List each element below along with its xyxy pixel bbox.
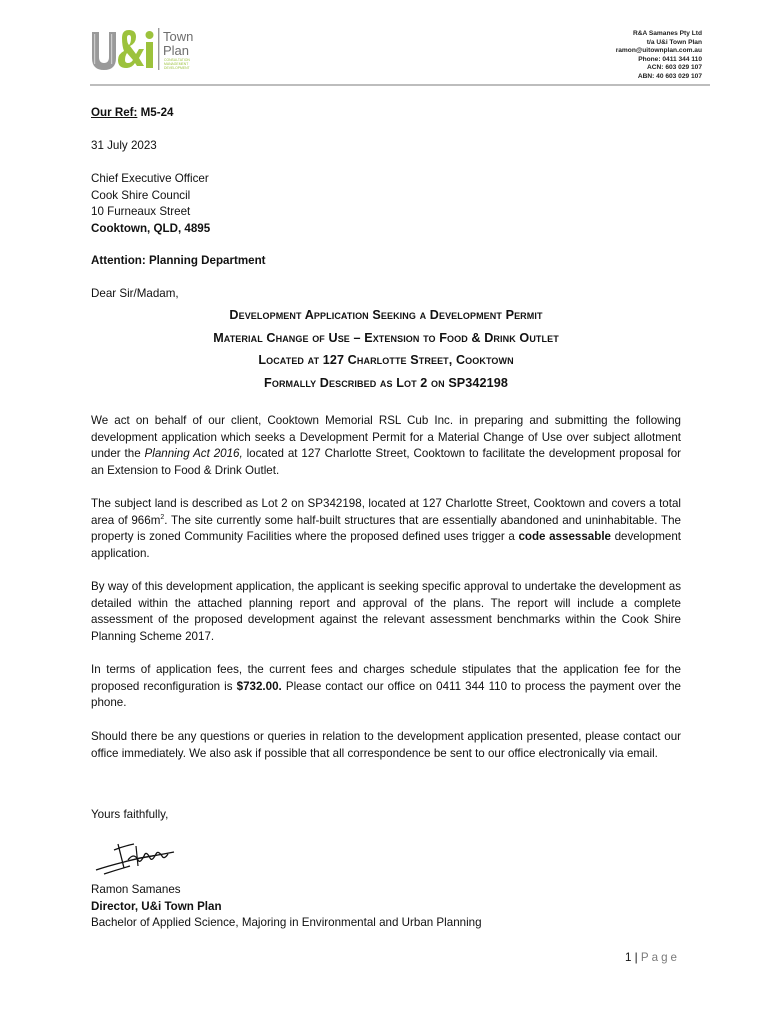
header-divider xyxy=(90,84,710,86)
recipient-line-2: Cook Shire Council xyxy=(91,188,191,202)
para1-text-a: We act on behalf of our client, Cooktown Memorial RSL Cub Inc. in preparing and submitting the following development application which seeks a Development Permit for a Material Change of Use over subject allotment under the xyxy=(91,414,681,460)
para4-text-a: In terms of application fees, the current fees and charges schedule stipulates that the application fee for the proposed reconfiguration is xyxy=(91,663,681,693)
paragraph-approval: By way of this development application, the applicant is seeking specific approval to undertake the development as detailed within the attached planning report and approval of the plans. The report will include a complete assessment of the proposed development against the relevant assessment benchmarks within the Cook Shire Planning Scheme 2017. xyxy=(91,580,681,643)
paragraph-contact: Should there be any questions or queries in relation to the development application presented, please contact our office immediately. We also ask if possible that all correspondence be sent to our office electronically via email. xyxy=(91,730,681,760)
para1-act-name: Planning Act 2016, xyxy=(144,447,243,460)
signer-title: Director, U&i Town Plan xyxy=(91,899,222,913)
company-abn: ABN: 40 603 029 107 xyxy=(637,72,702,80)
closing-line: Yours faithfully, xyxy=(91,808,169,821)
handwritten-signature xyxy=(94,836,178,878)
logo-tagline-1: CONSULTATION xyxy=(164,58,190,62)
logo-plan-text: Plan xyxy=(163,43,190,58)
signer-name: Ramon Samanes xyxy=(91,883,181,896)
logo-town-text: Town xyxy=(163,29,194,44)
company-phone: Phone: 0411 344 110 xyxy=(638,55,702,63)
paragraph-intro xyxy=(91,413,681,479)
application-fee: $732.00. xyxy=(236,679,282,693)
recipient-line-3: 10 Furneaux Street xyxy=(91,205,191,218)
title-line-4-text: Formally Described as Lot 2 on xyxy=(264,375,449,390)
title-line-4 xyxy=(91,372,681,395)
attention-line: Attention: Planning Department xyxy=(91,254,266,267)
title-line-1: Development Application Seeking a Development Permit xyxy=(229,308,543,322)
para2-superscript: 2 xyxy=(160,513,165,521)
para2-text-b: . The site currently some half-built structures that are essentially abandoned and uninhabitable. The property is zoned Community Facilities where the proposed defined uses trigger a xyxy=(91,513,681,543)
reference-line xyxy=(91,105,681,122)
page-number-separator: | xyxy=(631,951,641,964)
signer-block xyxy=(91,882,681,932)
logo-tagline-2: MANAGEMENT xyxy=(164,62,189,66)
page-number xyxy=(625,951,680,964)
paragraph-subject-land xyxy=(91,496,681,562)
letter-title xyxy=(91,304,681,394)
title-line-2: Material Change of Use – Extension to Food & Drink Outlet xyxy=(213,330,559,345)
paragraph-fees xyxy=(91,662,681,712)
recipient-line-4: Cooktown, QLD, 4895 xyxy=(91,221,211,235)
para2-text-c: development application. xyxy=(91,530,681,560)
company-logo xyxy=(90,24,230,78)
salutation: Dear Sir/Madam, xyxy=(91,287,179,300)
page-label: Page xyxy=(640,951,680,964)
letter-date: 31 July 2023 xyxy=(91,139,157,152)
logo-tagline-3: DEVELOPMENT xyxy=(164,66,190,70)
reference-value: M5-24 xyxy=(137,106,174,119)
para2-text-a: The subject land is described as Lot 2 on SP342198, located at 127 Charlotte Street, Cooktown and covers a total area of 966m xyxy=(91,497,681,527)
reference-label: Our Ref: xyxy=(91,106,138,119)
company-details xyxy=(616,30,702,82)
signer-qualification: Bachelor of Applied Science, Majoring in Environmental and Urban Planning xyxy=(91,916,482,929)
company-acn: ACN: 603 029 107 xyxy=(647,64,702,72)
title-lot-plan: SP342198 xyxy=(448,375,508,390)
page-number-value: 1 xyxy=(625,951,632,964)
title-line-3: Located at 127 Charlotte Street, Cooktown xyxy=(258,353,514,368)
company-trading-as: t/a U&i Town Plan xyxy=(646,38,702,46)
company-name: R&A Samanes Pty Ltd xyxy=(632,30,702,37)
recipient-address xyxy=(91,171,681,237)
recipient-line-1: Chief Executive Officer xyxy=(91,172,209,185)
company-email[interactable]: ramon@uitownplan.com.au xyxy=(615,47,702,55)
para1-text-b: located at 127 Charlotte Street, Cooktown to facilitate the development proposal for an Extension to Food & Drink Outlet. xyxy=(91,447,681,477)
para4-text-b: Please contact our office on 0411 344 110 to process the payment over the phone. xyxy=(91,679,681,709)
para2-code-assessable: code assessable xyxy=(518,530,611,543)
